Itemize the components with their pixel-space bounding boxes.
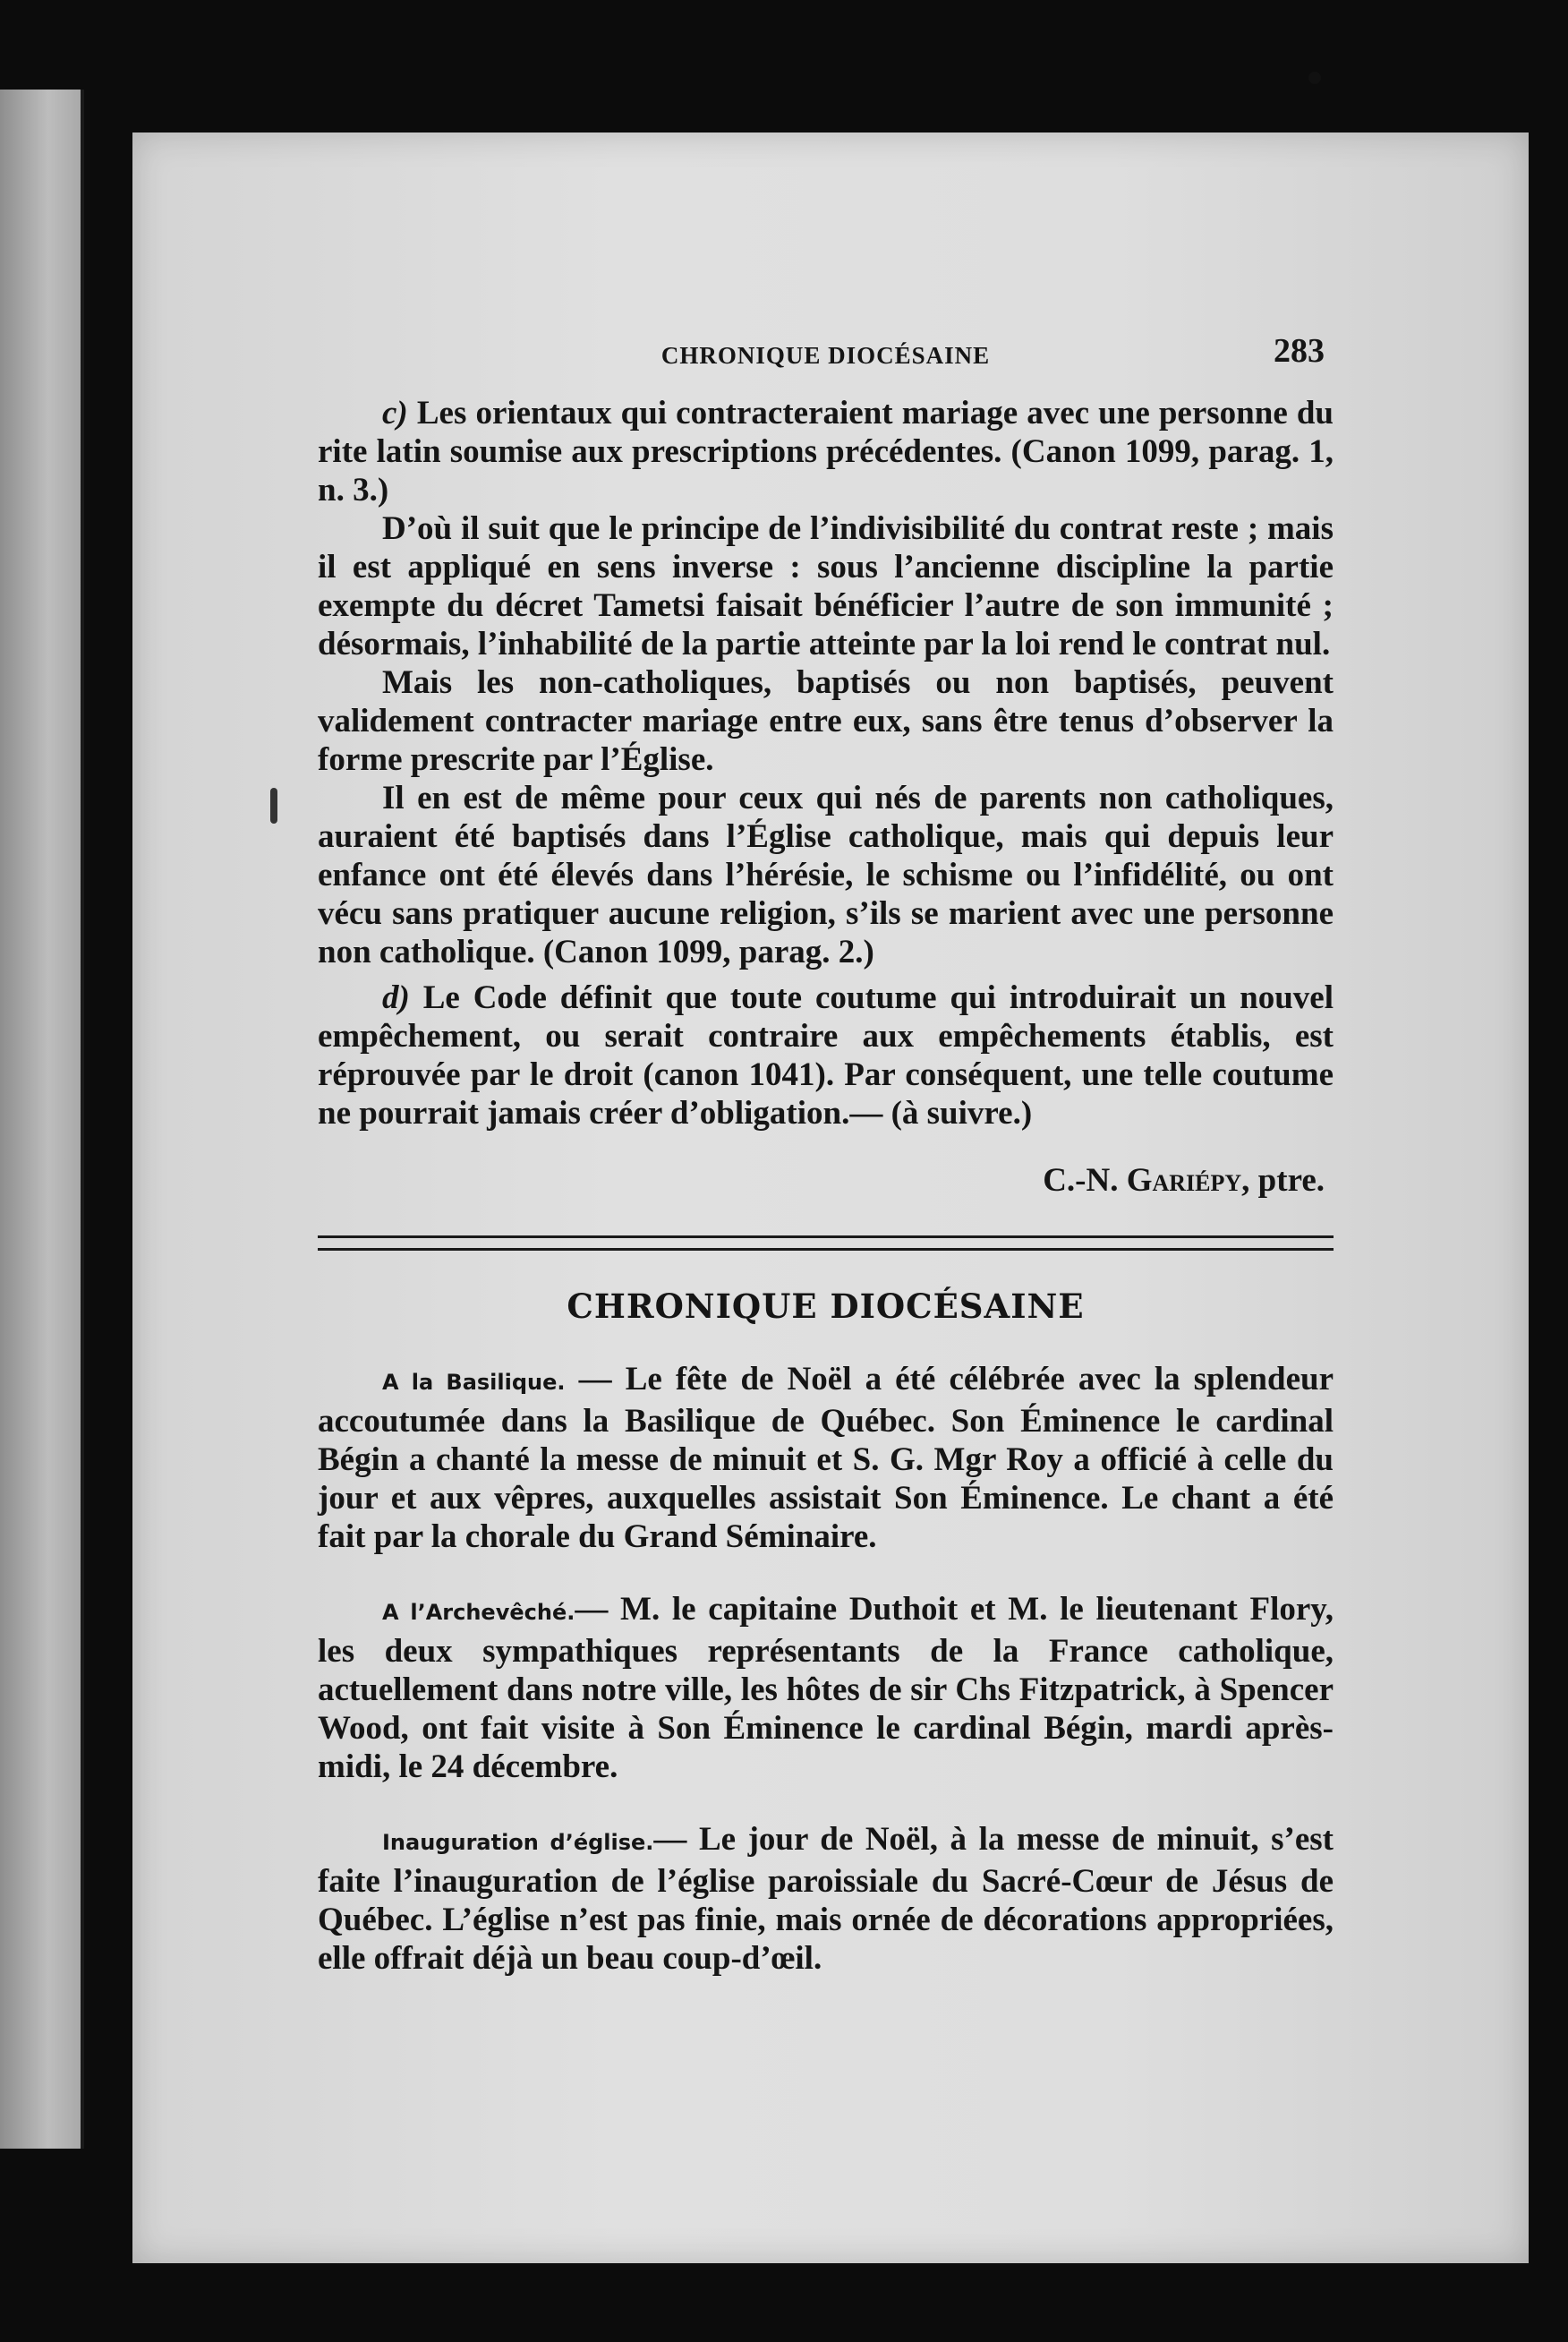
chronique-entry: [318, 1590, 1334, 1786]
chronique-entries: [318, 1360, 1334, 1978]
section-title: CHRONIQUE DIOCÉSAINE: [567, 1286, 1085, 1326]
adjacent-page-edge: [0, 90, 84, 2149]
scan-speck: [1308, 72, 1321, 84]
article-body: [318, 394, 1334, 1133]
running-title: CHRONIQUE DIOCÉSAINE: [660, 342, 991, 369]
paragraph-text: Mais les non-catholiques, baptisés ou non baptisés, peuvent validement contracter mariage entre eux, sans être tenus d’observer la forme prescrite par l’Église.: [318, 664, 1334, 778]
scan-speck: [270, 788, 277, 824]
article-paragraph: [318, 779, 1334, 971]
entry-text: — Le jour de Noël, à la messe de minuit, s’est faite l’inauguration de l’église paroissiale du Sacré-Cœur de Jésus de Québec. L’église n’est pas finie, mais ornée de décorations appropriées, elle offrait déjà un beau coup-d’œil.: [318, 1821, 1334, 1977]
running-head: [318, 331, 1334, 385]
author-suffix: , ptre.: [1241, 1162, 1325, 1199]
article-paragraph: [318, 394, 1334, 509]
chronique-entry: [318, 1360, 1334, 1556]
paragraph-marker: c): [382, 395, 408, 432]
paragraph-text: Les orientaux qui contracteraient mariage avec une personne du rite latin soumise aux prescriptions précédentes. (Canon 1099, parag. 1, n. 3.): [318, 395, 1334, 509]
entry-lead: Inauguration d’église.: [382, 1830, 654, 1855]
paragraph-text: D’où il suit que le principe de l’indivisibilité du contrat reste ; mais il est appliqué en sens inverse : sous l’ancienne discipline la partie exempte du décret Tametsi faisait bénéficier l’autre de son immunité ; désormais, l’inhabilité de la partie atteinte par la loi rend le contrat nul.: [318, 510, 1334, 662]
entry-text: — Le fête de Noël a été célébrée avec la splendeur accoutumée dans la Basilique de Québec. Son Éminence le cardinal Bégin a chanté la messe de minuit et S. G. Mgr Roy a officié à celle du jour et aux vêpres, auxquelles assistait Son Éminence. Le chant a été fait par la chorale du Grand Séminaire.: [318, 1361, 1334, 1555]
page-content: [318, 331, 1334, 2012]
author-name: C.-N. Gariépy: [1043, 1162, 1242, 1199]
paragraph-text: Le Code définit que toute coutume qui introduirait un nouvel empêchement, ou serait contraire aux empêchements établis, est réprouvée par le droit (canon 1041). Par conséquent, une telle coutume ne pourrait jamais créer d’obligation.— (à suivre.): [318, 979, 1334, 1132]
entry-text: — M. le capitaine Duthoit et M. le lieutenant Flory, les deux sympathiques représentants de la France catholique, actuellement dans notre ville, les hôtes de sir Chs Fitzpatrick, à Spencer Wood, ont fait visite à Son Éminence le cardinal Bégin, mardi après-midi, le 24 décembre.: [318, 1591, 1334, 1785]
section-divider: [318, 1235, 1334, 1251]
chronique-entry: [318, 1820, 1334, 1978]
entry-lead: A la Basilique.: [382, 1370, 566, 1395]
author-signature: [318, 1161, 1334, 1200]
article-paragraph: [318, 509, 1334, 663]
paragraph-text: Il en est de même pour ceux qui nés de parents non catholiques, auraient été baptisés dans l’Église catholique, mais qui depuis leur enfance ont été élevés dans l’hérésie, le schisme ou l’infidélité, ou ont vécu sans pratiquer aucune religion, s’ils se marient avec une personne non catholique. (Canon 1099, parag. 2.): [318, 780, 1334, 970]
article-paragraph: [318, 663, 1334, 779]
paragraph-marker: d): [382, 979, 410, 1016]
entry-lead: A l’Archevêché.: [382, 1600, 575, 1625]
page-number: 283: [1274, 332, 1325, 370]
article-paragraph: [318, 979, 1334, 1133]
